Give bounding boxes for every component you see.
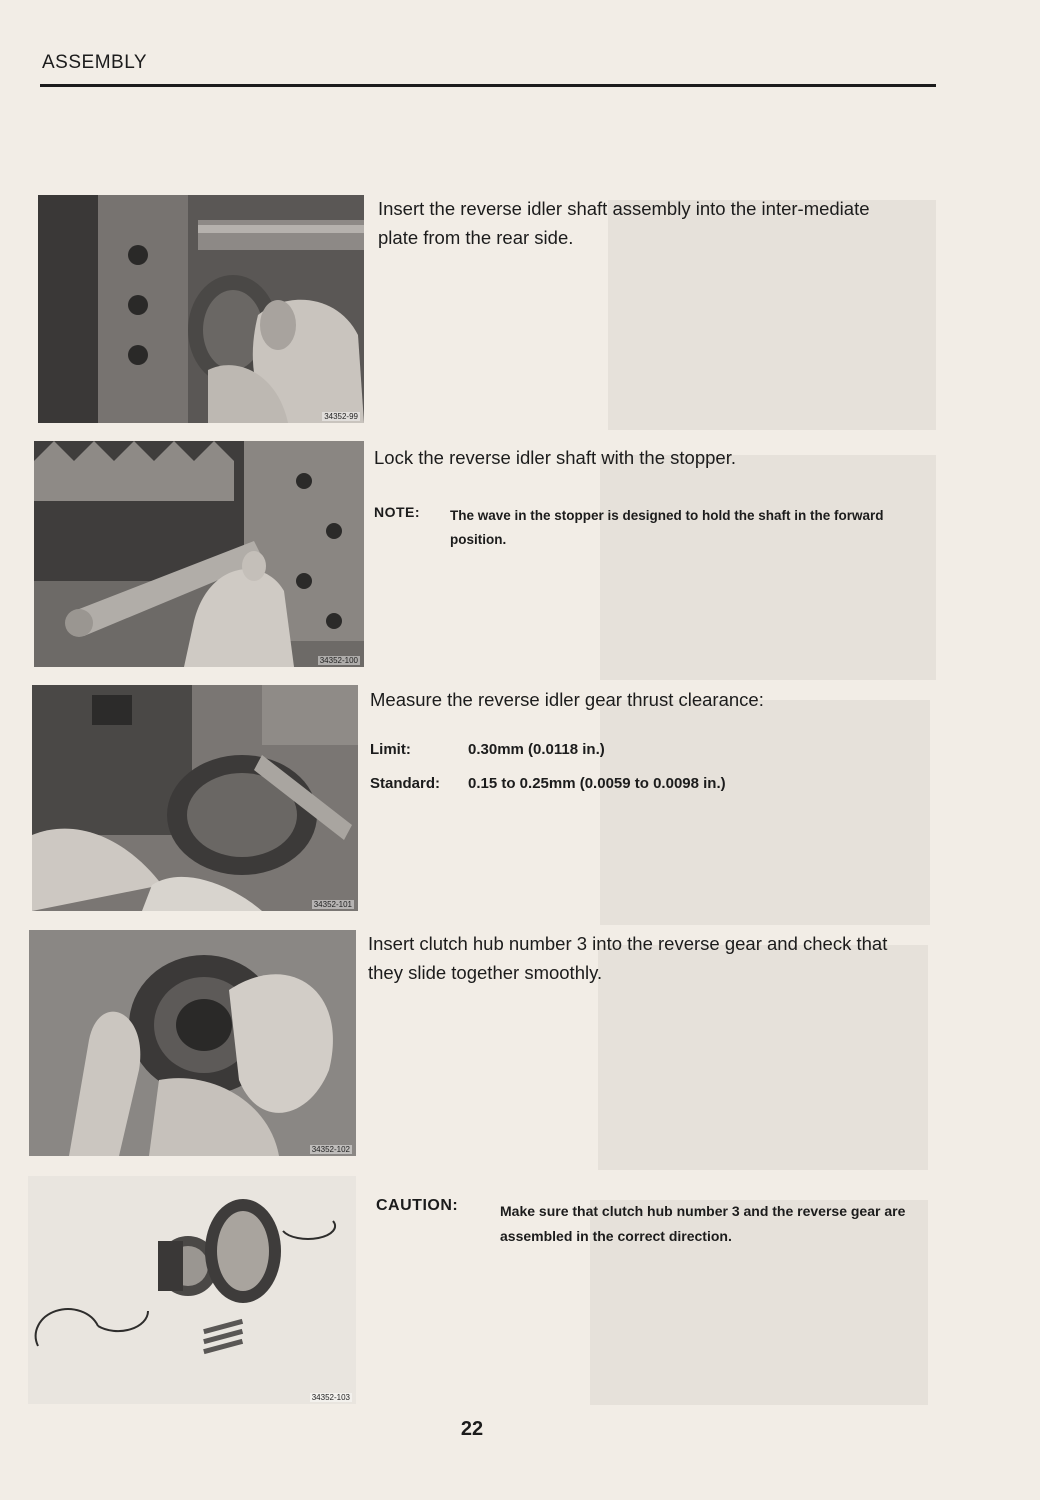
caution-block <box>376 1197 936 1257</box>
gear-hands-photo-icon <box>29 930 356 1156</box>
caution-text: Make sure that clutch hub number 3 and the reverse gear are assembled in the correct direction. <box>500 1203 906 1244</box>
photo-code: 34352-100 <box>319 656 358 665</box>
show-through-block <box>600 700 930 925</box>
gearbox-photo-icon <box>32 685 358 911</box>
photo-shaft-insertion <box>38 195 364 423</box>
standard-spec <box>370 775 930 797</box>
photo-clutch-hub <box>29 930 356 1156</box>
photo-code: 34352-102 <box>311 1145 350 1154</box>
note-text: The wave in the stopper is designed to hold the shaft in the forward position. <box>450 508 884 547</box>
limit-label: Limit: <box>370 741 411 758</box>
show-through-block <box>600 455 936 680</box>
step-1-text: Insert the reverse idler shaft assembly into the inter-mediate plate from the rear side. <box>378 198 870 248</box>
note-block <box>374 504 934 554</box>
photo-code: 34352-99 <box>324 412 358 421</box>
limit-value: 0.30mm (0.0118 in.) <box>468 741 605 758</box>
step-2-text: Lock the reverse idler shaft with the stopper. <box>374 447 736 468</box>
photo-shaft-stopper <box>34 441 364 667</box>
standard-value: 0.15 to 0.25mm (0.0059 to 0.0098 in.) <box>468 775 726 792</box>
header-divider <box>40 84 936 87</box>
photo-code: 34352-101 <box>313 900 352 909</box>
note-label: NOTE: <box>374 504 421 520</box>
step-3-text: Measure the reverse idler gear thrust clearance: <box>370 689 764 710</box>
gearbox-photo-icon <box>38 195 364 423</box>
parts-layout-photo-icon <box>28 1176 356 1404</box>
photo-code: 34352-103 <box>311 1393 350 1402</box>
caution-label: CAUTION: <box>376 1197 459 1214</box>
section-title: ASSEMBLY <box>42 52 148 73</box>
page-number: 22 <box>460 1418 484 1440</box>
step-4-text: Insert clutch hub number 3 into the reverse gear and check that they slide together smoothly. <box>368 933 888 983</box>
photo-thrust-clearance <box>32 685 358 911</box>
gearbox-photo-icon <box>34 441 364 667</box>
limit-spec <box>370 741 930 763</box>
standard-label: Standard: <box>370 775 441 792</box>
photo-hub-parts <box>28 1176 356 1404</box>
